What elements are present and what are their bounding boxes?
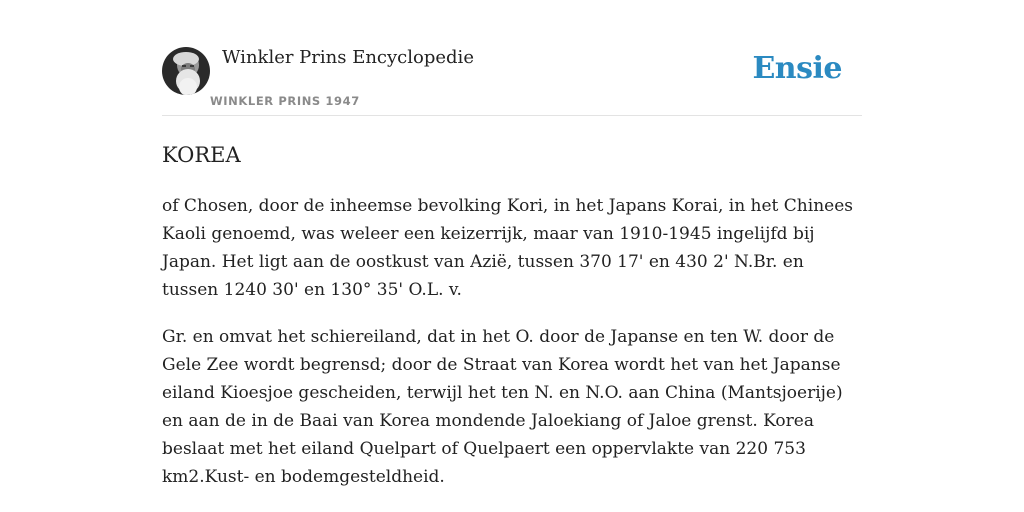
article-paragraph: of Chosen, door de inheemse bevolking Kori, in het Japans Korai, in het Chinees Kaoli genoemd, was weleer een keizerrijk, maar van 1910-1945 ingelijfd bij Japan. Het ligt aan de oostkust van Azië, tussen 370 17' en 430 2' N.Br. en tussen 1240 30' en 130° 35' O.L. v. xyxy=(162,196,853,300)
article-paragraph: Gr. en omvat het schiereiland, dat in het O. door de Japanse en ten W. door de Gele Zee wordt begrensd; door de Straat van Korea wordt het van het Japanse eiland Kioesjoe gescheiden, terwijl het ten N. en N.O. aan China (Mantsjoerije) en aan de in de Baai van Korea mondende Jaloekiang of Jaloe grenst. Korea beslaat met het eiland Quelpart of Quelpaert een oppervlakte van 220 753 km2.Kust- en bodemgesteldheid. xyxy=(162,327,843,487)
article-title: KOREA xyxy=(162,143,241,167)
site-name-link[interactable]: Winkler Prins Encyclopedie xyxy=(222,47,474,68)
page-container xyxy=(162,0,862,487)
author-portrait-icon xyxy=(162,47,210,95)
site-header xyxy=(162,0,862,116)
ensie-logo[interactable]: Ensie xyxy=(752,51,842,86)
edition-label: WINKLER PRINS 1947 xyxy=(210,94,360,108)
author-avatar[interactable] xyxy=(162,47,210,95)
